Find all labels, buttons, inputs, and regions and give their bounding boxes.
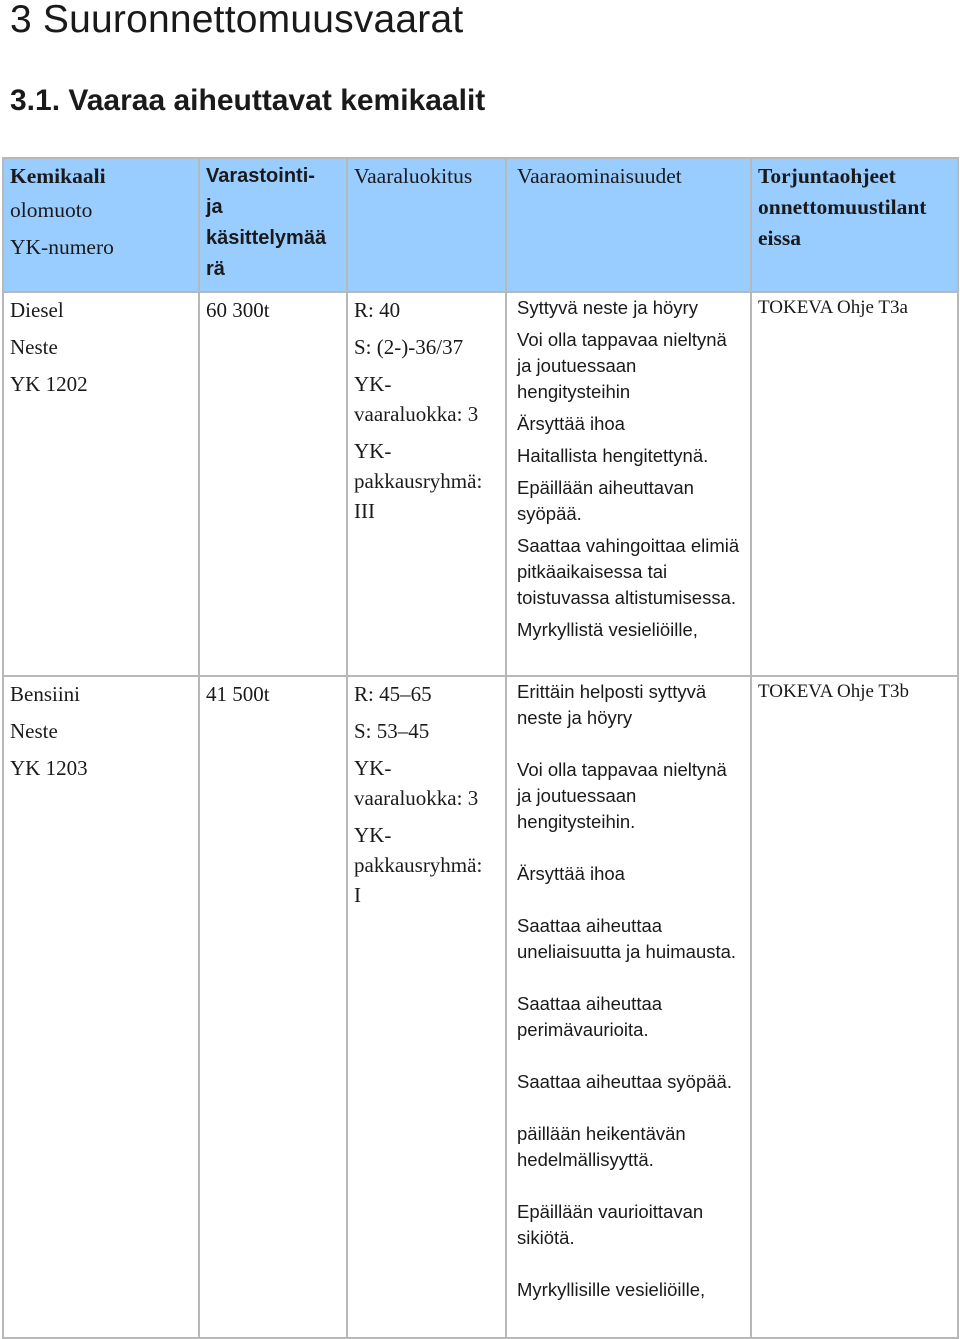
header-classification-label: Vaaraluokitus [354, 164, 473, 188]
chemical-cell [3, 676, 199, 1338]
hazard-item: Erittäin helposti syttyvä neste ja höyry [517, 681, 707, 728]
hazard-item: Myrkyllistä vesieliöille, [517, 619, 698, 640]
header-chemical-line: olomuoto [10, 198, 93, 222]
table-row [3, 676, 958, 1338]
hazard-item: Myrkyllisille vesieliöille, [517, 1279, 706, 1300]
hazards-cell [506, 676, 751, 1338]
header-chemical [3, 158, 199, 292]
header-storage-line: rä [206, 258, 225, 280]
header-storage [199, 158, 347, 292]
instructions-cell [751, 676, 958, 1338]
classification-r: R: 40 [354, 298, 401, 322]
instructions-text: TOKEVA Ohje T3b [758, 681, 909, 702]
chemical-name: Diesel [10, 298, 64, 322]
table-header-row [3, 158, 958, 292]
storage-amount: 60 300t [206, 298, 270, 322]
chemical-un-number: YK 1202 [10, 372, 88, 396]
header-storage-line: Varastointi- [206, 165, 315, 187]
classification-hazard-class: YK- vaaraluokka: 3 [354, 372, 479, 426]
hazards-cell [506, 292, 751, 676]
storage-cell [199, 676, 347, 1338]
classification-packing-group: YK- pakkausryhmä: I [354, 823, 483, 907]
hazard-item: Epäillään vaurioittavan sikiötä. [517, 1201, 704, 1248]
chemical-un-number: YK 1203 [10, 756, 88, 780]
page-title: 3 Suuronnettomuusvaarat [10, 0, 464, 41]
hazard-item: Voi olla tappavaa nieltynä ja joutuessaan hengitysteihin. [517, 759, 727, 832]
hazard-item: Saattaa vahingoittaa elimiä pitkäaikaisessa tai toistuvassa altistumisessa. [517, 535, 740, 608]
header-instructions-line: onnettomuustilant [758, 195, 927, 219]
classification-s: S: (2-)-36/37 [354, 335, 464, 359]
classification-cell [347, 292, 506, 676]
header-chemical-line: YK-numero [10, 235, 114, 259]
header-instructions-line: Torjuntaohjeet [758, 164, 896, 188]
header-instructions [751, 158, 958, 292]
classification-cell [347, 676, 506, 1338]
chemical-state: Neste [10, 335, 58, 359]
hazard-item: päillään heikentävän hedelmällisyyttä. [517, 1123, 686, 1170]
hazard-item: Ärsyttää ihoa [517, 863, 625, 884]
header-hazards-label: Vaaraominaisuudet [517, 164, 682, 188]
hazard-item: Syttyvä neste ja höyry [517, 297, 698, 318]
hazard-item: Ärsyttää ihoa [517, 413, 625, 434]
header-classification [347, 158, 506, 292]
classification-s: S: 53–45 [354, 719, 430, 743]
chemical-name: Bensiini [10, 682, 81, 706]
hazard-item: Saattaa aiheuttaa perimävaurioita. [517, 993, 663, 1040]
instructions-text: TOKEVA Ohje T3a [758, 297, 908, 318]
instructions-cell [751, 292, 958, 676]
storage-cell [199, 292, 347, 676]
chemicals-table [2, 157, 959, 1339]
header-storage-line: ja [206, 196, 223, 218]
header-hazards [506, 158, 751, 292]
classification-hazard-class: YK- vaaraluokka: 3 [354, 756, 479, 810]
hazard-item: Voi olla tappavaa nieltynä ja joutuessaan hengitysteihin [517, 329, 727, 402]
hazard-item: Saattaa aiheuttaa uneliaisuutta ja huimausta. [517, 915, 737, 962]
chemical-cell [3, 292, 199, 676]
storage-amount: 41 500t [206, 682, 270, 706]
chemical-state: Neste [10, 719, 58, 743]
classification-r: R: 45–65 [354, 682, 432, 706]
header-chemical-line: Kemikaali [10, 164, 106, 188]
hazard-item: Epäillään aiheuttavan syöpää. [517, 477, 694, 524]
section-title: 3.1. Vaaraa aiheuttavat kemikaalit [10, 84, 486, 117]
header-storage-line: käsittelymää [206, 227, 327, 249]
hazard-item: Saattaa aiheuttaa syöpää. [517, 1071, 732, 1092]
header-instructions-line: eissa [758, 226, 801, 250]
classification-packing-group: YK- pakkausryhmä: III [354, 439, 483, 523]
table-row [3, 292, 958, 676]
hazard-item: Haitallista hengitettynä. [517, 445, 709, 466]
